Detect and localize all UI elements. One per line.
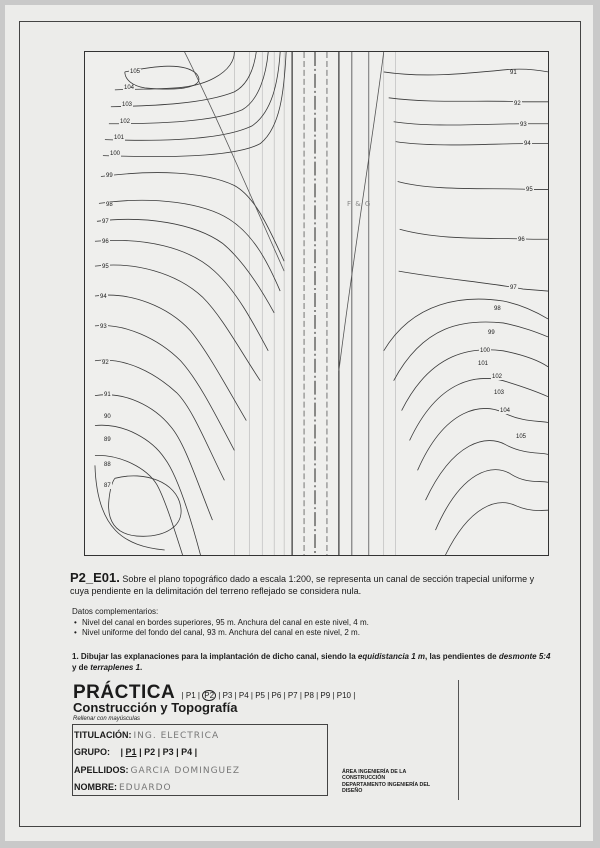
topographic-map (84, 51, 549, 556)
contour-label: 94 (100, 294, 107, 300)
contour-label: 105 (130, 69, 141, 75)
task-statement (72, 652, 552, 673)
course-subtitle: Construcción y Topografía (73, 700, 238, 715)
contour-label: 103 (494, 390, 505, 396)
contour-label: 88 (104, 462, 111, 468)
nombre-row (74, 782, 172, 793)
contour-label: 104 (124, 85, 135, 91)
contour-label: 89 (104, 437, 111, 443)
fill-hint: Rellenar con mayúsculas (73, 716, 141, 722)
department-line: ÁREA INGENIERÍA DE LA (342, 769, 407, 775)
grupo-row (74, 747, 197, 757)
contour-label: 102 (120, 119, 131, 125)
pencil-annotation: F & G (347, 200, 372, 208)
practica-selected-p2: P2 (204, 691, 215, 700)
complementary-data (72, 607, 552, 639)
contour-label: 93 (100, 324, 107, 330)
contour-label: 87 (104, 483, 111, 489)
task-emphasis: terraplenes 1 (90, 662, 141, 672)
title-block-divider (458, 680, 459, 800)
task-emphasis: desmonte 5:4 (498, 652, 551, 661)
apellidos-row (74, 765, 240, 776)
contour-label: 95 (526, 187, 533, 193)
practica-items: | P3 | P4 | P5 | P6 | P7 | P8 | P9 | P10 | (218, 691, 356, 700)
titulacion-label: TITULACIÓN: (74, 730, 132, 740)
task-text: . (140, 662, 143, 672)
contour-label: 93 (520, 122, 527, 128)
contour-label: 95 (102, 264, 109, 270)
contour-label: 96 (102, 239, 109, 245)
contour-drawing (85, 52, 548, 555)
department-info (342, 769, 452, 794)
data-item: • Nivel uniforme del fondo del canal, 93 m. Anchura del canal en este nivel, 2 m. (72, 628, 552, 639)
task-emphasis: equidistancia 1 m (357, 652, 426, 661)
nombre-label: NOMBRE: (74, 782, 117, 792)
practica-items: | P1 | (181, 691, 201, 700)
contour-label: 100 (480, 348, 491, 354)
department-line: DISEÑO (342, 787, 363, 794)
practica-list (182, 691, 356, 700)
titulacion-field[interactable]: ING. ELECTRICA (133, 731, 220, 741)
contour-label: 98 (106, 202, 113, 208)
titulacion-row (74, 730, 219, 741)
contour-label: 97 (510, 285, 517, 291)
contour-label: 101 (114, 135, 125, 141)
task-text: , las pendientes de (425, 652, 499, 661)
contour-label: 101 (478, 361, 489, 367)
contour-label: 105 (516, 434, 527, 440)
contour-label: 90 (104, 414, 111, 420)
exercise-statement (70, 572, 550, 597)
grupo-options: | P1 | P2 | P3 | P4 | (120, 747, 198, 757)
apellidos-field[interactable]: GARCIA DOMINGUEZ (130, 766, 240, 776)
data-item: • Nivel del canal en bordes superiores, 95 m. Anchura del canal en este nivel, 4 m. (72, 618, 552, 629)
data-heading: Datos complementarios: (72, 607, 159, 616)
exercise-code: P2_E01. (70, 570, 120, 585)
exercise-text: Sobre el plano topográfico dado a escala 1:200, se representa un canal de sección trapecial uniforme y cuya pendiente en la delimitación del terreno reflejado se considera nula. (70, 574, 535, 596)
contour-label: 99 (488, 330, 495, 336)
grupo-label: GRUPO: (74, 747, 110, 757)
contour-label: 91 (510, 70, 517, 76)
department-line: CONSTRUCCIÓN (342, 775, 386, 782)
contour-label: 102 (492, 374, 503, 380)
department-line: DEPARTAMENTO INGENIERÍA DEL (342, 781, 431, 788)
task-text: y de (72, 662, 91, 672)
contour-label: 103 (122, 102, 133, 108)
contour-label: 96 (518, 237, 525, 243)
contour-label: 97 (102, 219, 109, 225)
grupo-other-options[interactable]: | P2 | P3 | P4 | (139, 747, 198, 757)
contour-label: 92 (514, 101, 521, 107)
contour-label: 92 (102, 360, 109, 366)
contour-label: 99 (106, 173, 113, 179)
contour-label: 98 (494, 306, 501, 312)
practica-title: PRÁCTICA (73, 682, 176, 703)
nombre-field[interactable]: EDUARDO (119, 783, 172, 793)
contour-label: 94 (524, 141, 531, 147)
contour-label: 100 (110, 151, 121, 157)
task-text: 1. Dibujar las explanaciones para la implantación de dicho canal, siendo la (72, 652, 358, 661)
contour-label: 104 (500, 408, 511, 414)
grupo-selected-p1[interactable]: P1 (125, 747, 137, 757)
apellidos-label: APELLIDOS: (74, 765, 129, 775)
contour-label: 91 (104, 392, 111, 398)
